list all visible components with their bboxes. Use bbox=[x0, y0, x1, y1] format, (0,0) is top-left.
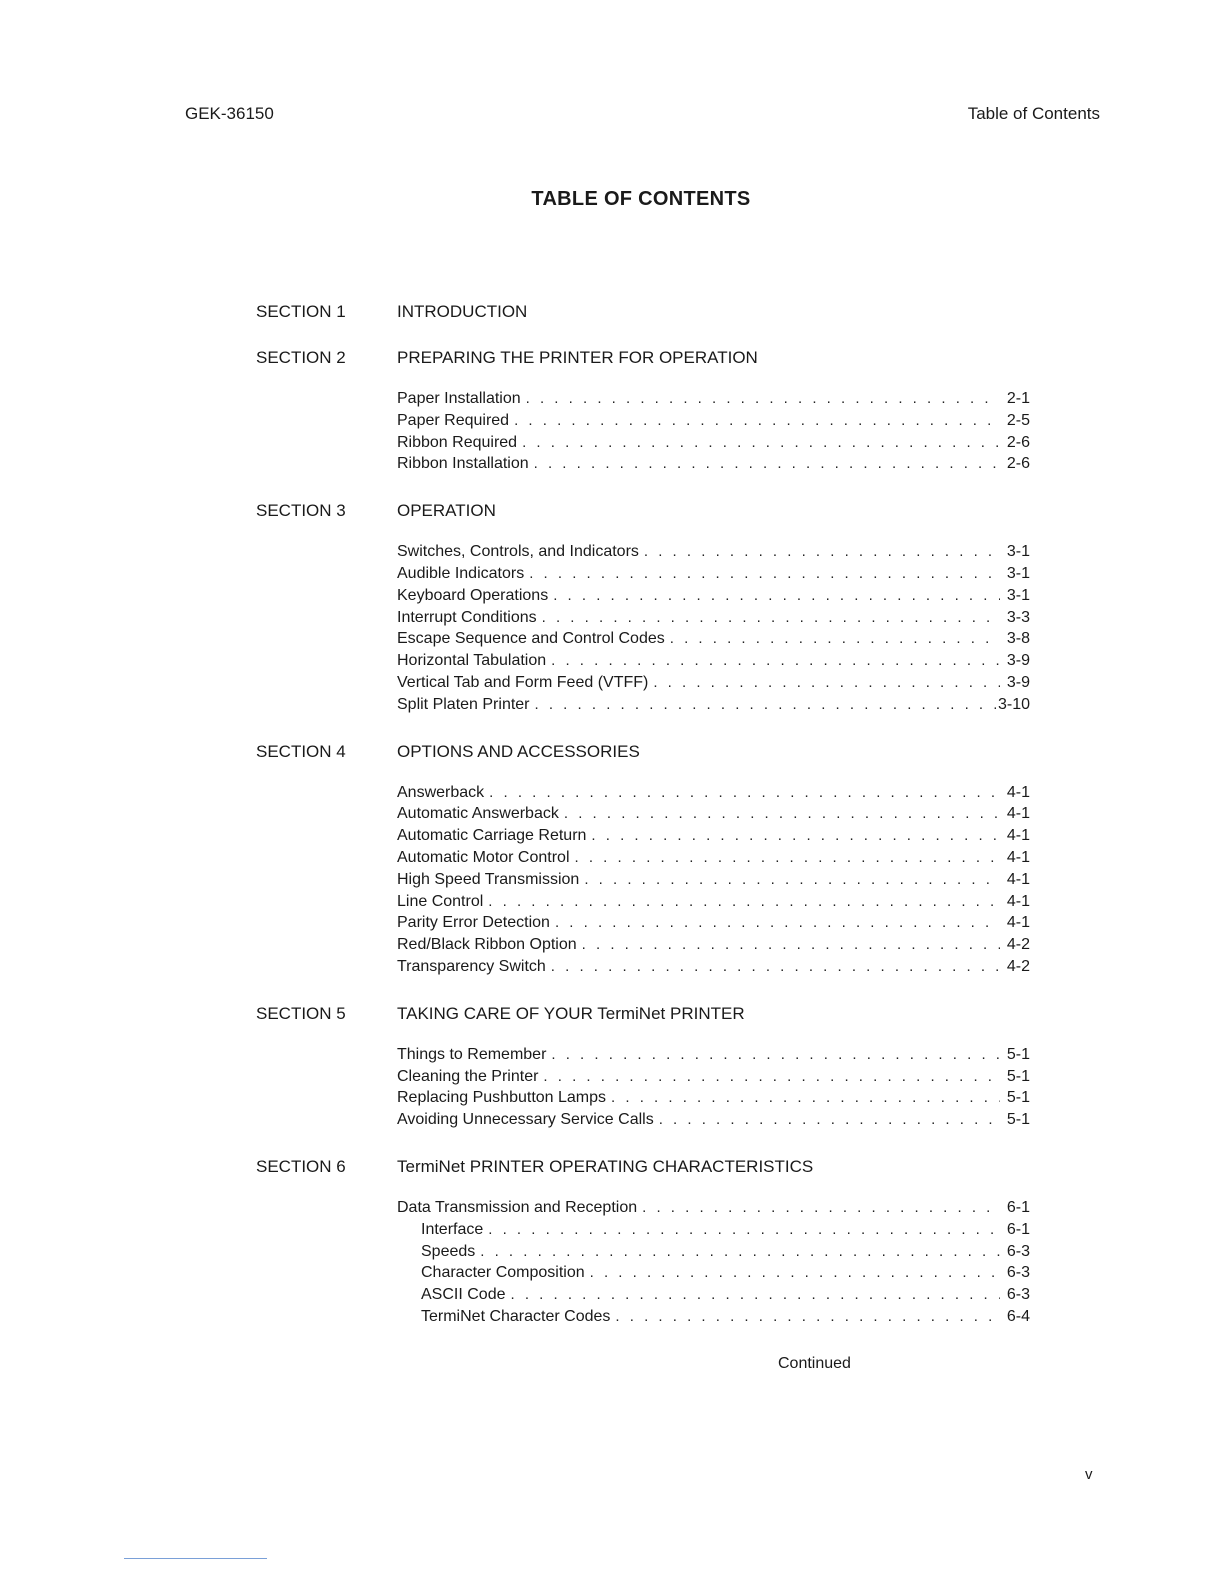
entry-title: Transparency Switch bbox=[397, 957, 546, 975]
entry-page-number: 6-3 bbox=[1006, 1264, 1030, 1282]
entry-title: Speeds bbox=[421, 1242, 476, 1260]
toc-section bbox=[256, 300, 1030, 324]
entry-page-number: 3-9 bbox=[1006, 673, 1030, 691]
toc-entry bbox=[397, 630, 1030, 652]
toc-entry bbox=[397, 871, 1030, 893]
toc-section bbox=[256, 1155, 1030, 1330]
dot-leader bbox=[510, 1286, 1000, 1303]
dot-leader bbox=[653, 674, 1000, 691]
toc-entry bbox=[397, 674, 1030, 696]
toc-entry bbox=[397, 434, 1030, 456]
section-title: INTRODUCTION bbox=[397, 302, 528, 321]
entry-page-number: 4-1 bbox=[1006, 827, 1030, 845]
entry-title: Horizontal Tabulation bbox=[397, 652, 547, 670]
toc-entry bbox=[397, 1243, 1030, 1265]
entry-page-number: 2-6 bbox=[1006, 455, 1030, 473]
toc-entry bbox=[397, 609, 1030, 631]
toc-entry bbox=[397, 1111, 1030, 1133]
dot-leader bbox=[591, 827, 1000, 844]
entry-page-number: 3-3 bbox=[1006, 608, 1030, 626]
section-heading bbox=[256, 300, 1030, 324]
toc-section bbox=[256, 740, 1030, 980]
dot-leader bbox=[529, 565, 1000, 582]
entry-title: Paper Installation bbox=[397, 390, 521, 407]
toc-entry bbox=[397, 390, 1030, 412]
entry-page-number: 4-1 bbox=[1006, 805, 1030, 823]
section-heading bbox=[256, 499, 1030, 523]
dot-leader bbox=[543, 1068, 1000, 1085]
dot-leader bbox=[659, 1111, 1000, 1128]
toc-section bbox=[256, 1002, 1030, 1133]
entry-title: Things to Remember bbox=[397, 1045, 547, 1063]
section-label: SECTION 2 bbox=[256, 348, 346, 367]
dot-leader bbox=[553, 587, 1000, 604]
entry-page-number: 6-4 bbox=[1006, 1307, 1030, 1325]
dot-leader bbox=[535, 696, 996, 713]
entry-title: Data Transmission and Reception bbox=[397, 1198, 638, 1216]
entry-page-number: 4-1 bbox=[1006, 848, 1030, 866]
dot-leader bbox=[615, 1308, 1000, 1325]
toc-entry bbox=[397, 543, 1030, 565]
dot-leader bbox=[582, 936, 1000, 953]
entry-title: Audible Indicators bbox=[397, 564, 525, 582]
dot-leader bbox=[551, 1046, 1000, 1063]
dot-leader bbox=[551, 652, 1000, 669]
entry-page-number: 5-1 bbox=[1006, 1067, 1030, 1085]
entry-title: ASCII Code bbox=[421, 1286, 506, 1304]
dot-leader bbox=[670, 630, 1000, 647]
toc-entry bbox=[397, 412, 1030, 434]
toc-section bbox=[256, 346, 1030, 477]
dot-leader bbox=[644, 543, 1000, 560]
entry-page-number: 3-8 bbox=[1006, 630, 1030, 648]
entry-title: Ribbon Required bbox=[397, 433, 518, 451]
entry-title: Automatic Carriage Return bbox=[397, 827, 587, 845]
entry-title: Line Control bbox=[397, 892, 484, 910]
page-number: v bbox=[1085, 1466, 1093, 1483]
entry-page-number: 4-2 bbox=[1006, 957, 1030, 975]
section-title: TermiNet PRINTER OPERATING CHARACTERISTICS bbox=[397, 1156, 814, 1176]
entry-page-number: 3-1 bbox=[1006, 586, 1030, 604]
dot-leader bbox=[480, 1243, 1000, 1260]
toc-entry bbox=[397, 1068, 1030, 1090]
dot-leader bbox=[488, 1221, 1000, 1238]
toc-entry bbox=[397, 455, 1030, 477]
dot-leader bbox=[564, 805, 1000, 822]
section-entries bbox=[397, 390, 1030, 477]
entry-page-number: 2-5 bbox=[1006, 411, 1030, 429]
entry-page-number: 4-1 bbox=[1006, 914, 1030, 932]
dot-leader bbox=[642, 1199, 1000, 1216]
entry-page-number: 6-1 bbox=[1006, 1198, 1030, 1216]
entry-page-number: 4-1 bbox=[1006, 870, 1030, 888]
section-label: SECTION 4 bbox=[256, 741, 346, 761]
toc-entry bbox=[397, 1221, 1030, 1243]
entry-page-number: 6-1 bbox=[1006, 1220, 1030, 1238]
entry-page-number: 3-1 bbox=[1006, 543, 1030, 561]
dot-leader bbox=[526, 390, 1000, 407]
entry-title: Interrupt Conditions bbox=[397, 608, 537, 626]
section-title: PREPARING THE PRINTER FOR OPERATION bbox=[397, 348, 758, 367]
toc-section bbox=[256, 499, 1030, 717]
entry-page-number: 5-1 bbox=[1006, 1045, 1030, 1063]
entry-page-number: 2-6 bbox=[1006, 433, 1030, 451]
entry-title: Parity Error Detection bbox=[397, 914, 550, 932]
dot-leader bbox=[542, 609, 1000, 626]
section-heading bbox=[256, 740, 1030, 764]
entry-page-number: 6-3 bbox=[1006, 1242, 1030, 1260]
running-title: Table of Contents bbox=[967, 104, 1100, 123]
entry-page-number: 2-1 bbox=[1006, 390, 1030, 407]
toc-entry bbox=[397, 849, 1030, 871]
entry-title: Avoiding Unnecessary Service Calls bbox=[397, 1111, 654, 1129]
section-heading bbox=[256, 1002, 1030, 1026]
section-title: TAKING CARE OF YOUR TermiNet PRINTER bbox=[397, 1003, 745, 1023]
entry-title: Keyboard Operations bbox=[397, 586, 549, 604]
dot-leader bbox=[584, 871, 1000, 888]
entry-title: Paper Required bbox=[397, 411, 510, 429]
section-label: SECTION 5 bbox=[256, 1003, 346, 1023]
entry-title: Answerback bbox=[397, 783, 485, 801]
continued-label: Continued bbox=[778, 1355, 851, 1372]
entry-title: Automatic Answerback bbox=[397, 805, 559, 823]
entry-page-number: 4-2 bbox=[1006, 936, 1030, 954]
section-label: SECTION 3 bbox=[256, 501, 346, 521]
table-of-contents bbox=[256, 300, 1030, 1352]
toc-entry bbox=[397, 827, 1030, 849]
dot-leader bbox=[611, 1089, 1000, 1106]
toc-entry bbox=[397, 696, 1030, 718]
entry-page-number: 6-3 bbox=[1006, 1286, 1030, 1304]
section-heading bbox=[256, 346, 1030, 370]
section-label: SECTION 6 bbox=[256, 1156, 346, 1176]
page-title: TABLE OF CONTENTS bbox=[531, 188, 751, 210]
entry-title: Character Composition bbox=[421, 1264, 585, 1282]
section-entries bbox=[397, 1046, 1030, 1133]
section-title: OPTIONS AND ACCESSORIES bbox=[397, 741, 640, 761]
document-id: GEK-36150 bbox=[185, 104, 274, 123]
toc-entry bbox=[397, 1286, 1030, 1308]
dot-leader bbox=[489, 784, 1000, 801]
entry-title: Automatic Motor Control bbox=[397, 848, 570, 866]
dot-leader bbox=[555, 914, 1000, 931]
entry-page-number: 5-1 bbox=[1006, 1089, 1030, 1107]
dot-leader bbox=[514, 412, 1000, 429]
section-label: SECTION 1 bbox=[256, 302, 346, 321]
entry-page-number: 3-9 bbox=[1006, 652, 1030, 670]
entry-title: Vertical Tab and Form Feed (VTFF) bbox=[397, 673, 649, 691]
section-entries bbox=[397, 1199, 1030, 1330]
entry-title: TermiNet Character Codes bbox=[421, 1307, 611, 1325]
dot-leader bbox=[488, 893, 1000, 910]
toc-entry bbox=[397, 914, 1030, 936]
toc-entry bbox=[397, 893, 1030, 915]
entry-page-number: 4-1 bbox=[1006, 892, 1030, 910]
toc-entry bbox=[397, 958, 1030, 980]
entry-title: High Speed Transmission bbox=[397, 870, 580, 888]
toc-entry bbox=[397, 587, 1030, 609]
toc-entry bbox=[397, 1199, 1030, 1221]
entry-title: Escape Sequence and Control Codes bbox=[397, 630, 665, 648]
toc-entry bbox=[397, 565, 1030, 587]
entry-page-number: 3-10 bbox=[997, 695, 1030, 713]
section-heading bbox=[256, 1155, 1030, 1179]
toc-entry bbox=[397, 805, 1030, 827]
dot-leader bbox=[575, 849, 1000, 866]
section-title: OPERATION bbox=[397, 501, 496, 521]
entry-title: Interface bbox=[421, 1220, 484, 1238]
dot-leader bbox=[590, 1264, 1000, 1281]
section-entries bbox=[397, 543, 1030, 717]
toc-entry bbox=[397, 652, 1030, 674]
entry-page-number: 3-1 bbox=[1006, 564, 1030, 582]
entry-title: Cleaning the Printer bbox=[397, 1067, 539, 1085]
dot-leader bbox=[551, 958, 1000, 975]
entry-title: Switches, Controls, and Indicators bbox=[397, 543, 639, 561]
footer-rule bbox=[124, 1558, 267, 1559]
entry-title: Ribbon Installation bbox=[397, 455, 529, 473]
dot-leader bbox=[534, 455, 1000, 472]
toc-entry bbox=[397, 784, 1030, 806]
entry-title: Split Platen Printer bbox=[397, 695, 530, 713]
dot-leader bbox=[522, 434, 1000, 451]
entry-title: Replacing Pushbutton Lamps bbox=[397, 1089, 607, 1107]
entry-title: Red/Black Ribbon Option bbox=[397, 936, 577, 954]
toc-entry bbox=[397, 1089, 1030, 1111]
toc-entry bbox=[397, 1308, 1030, 1330]
section-entries bbox=[397, 784, 1030, 980]
entry-page-number: 5-1 bbox=[1006, 1111, 1030, 1129]
toc-entry bbox=[397, 1046, 1030, 1068]
entry-page-number: 4-1 bbox=[1006, 783, 1030, 801]
toc-entry bbox=[397, 1264, 1030, 1286]
toc-entry bbox=[397, 936, 1030, 958]
